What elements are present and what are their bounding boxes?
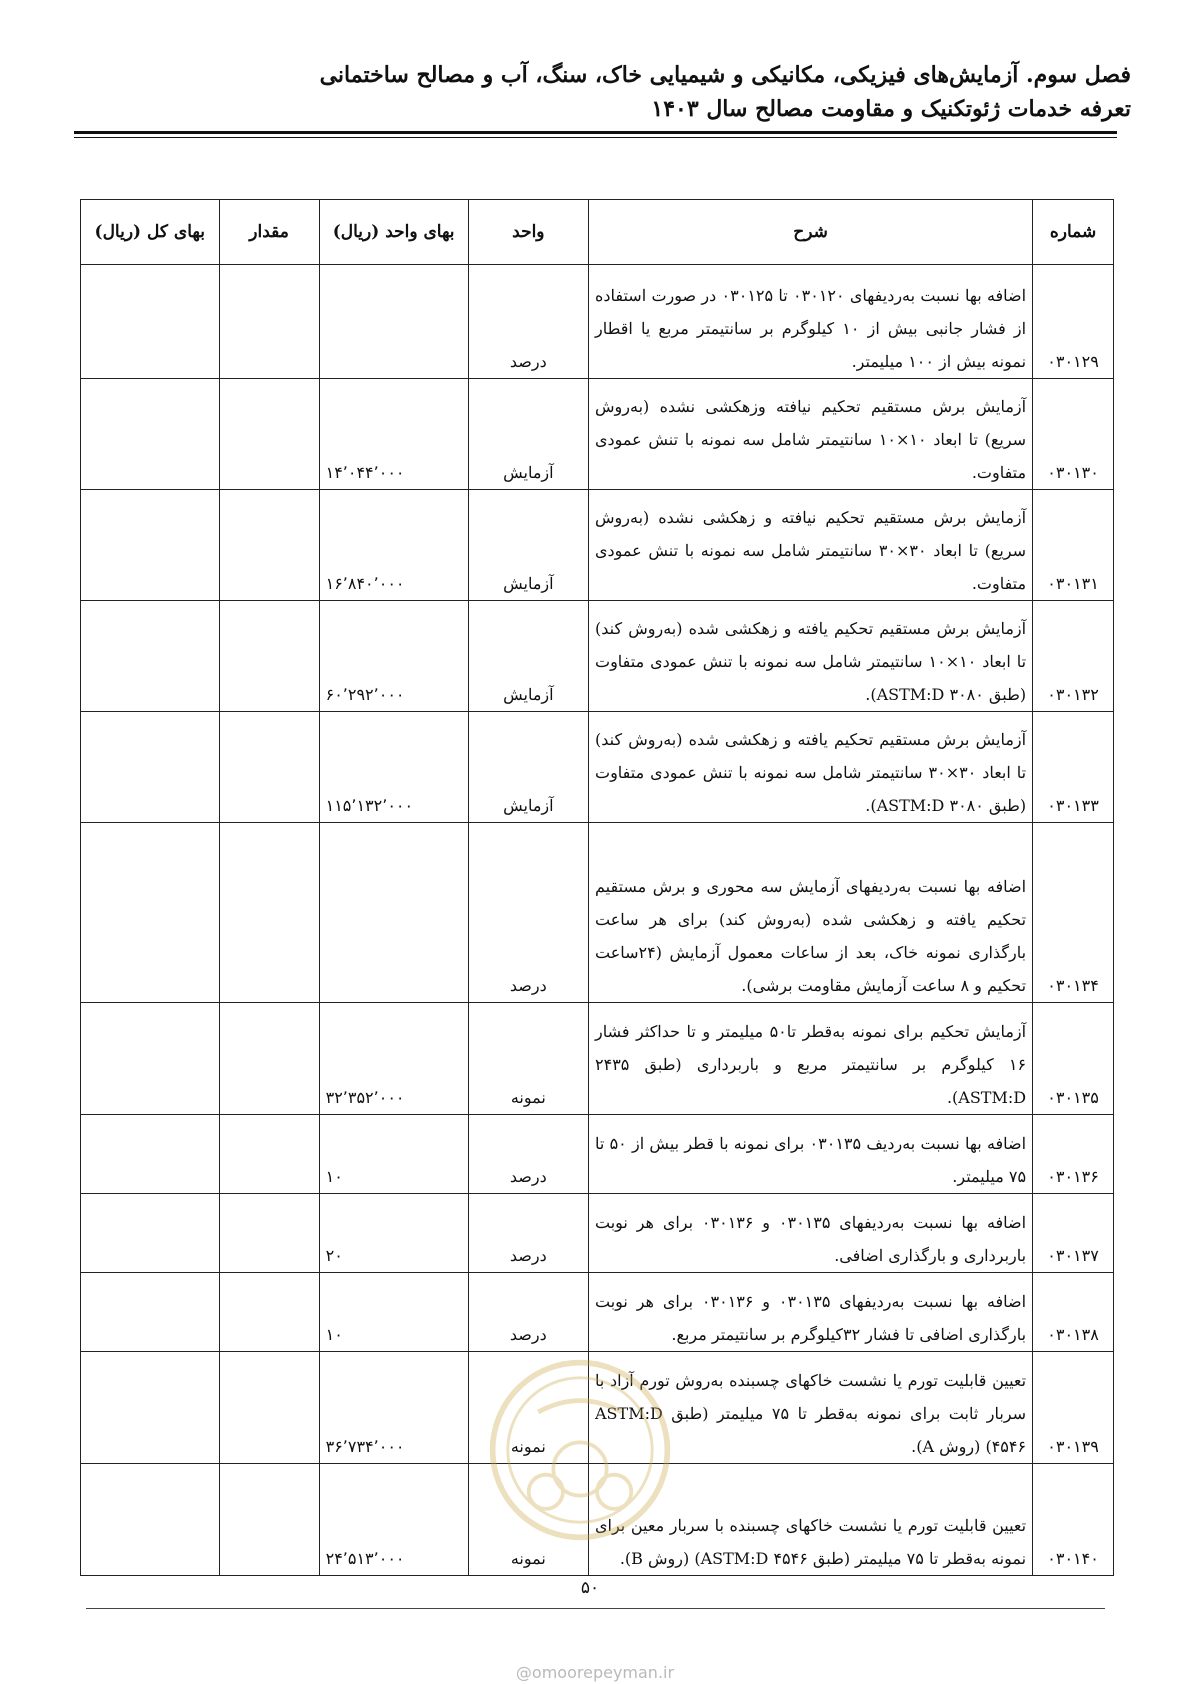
row-number: ۰۳۰۱۳۳ [1033,712,1114,823]
footer-rule [86,1608,1105,1609]
row-number: ۰۳۰۱۳۰ [1033,379,1114,490]
row-total-price [81,823,220,1003]
row-description: آزمایش برش مستقیم تحکیم یافته و زهکشی شده (به‌روش کند) تا ابعاد ۱۰×۱۰ سانتیمتر شامل سه نمونه با تنش عمودی متفاوت (طبق ASTM:D ۳۰۸۰). [589,601,1033,712]
row-unit-price: ۱۰ [319,1273,468,1352]
row-number: ۰۳۰۱۳۷ [1033,1194,1114,1273]
row-quantity [219,490,319,601]
row-unit-price [319,823,468,1003]
row-number: ۰۳۰۱۳۸ [1033,1273,1114,1352]
row-unit-price: ۱۱۵٬۱۳۲٬۰۰۰ [319,712,468,823]
row-quantity [219,265,319,379]
row-unit: درصد [468,265,588,379]
row-description: اضافه بها نسبت به‌ردیفهای ۰۳۰۱۲۰ تا ۰۳۰۱۲۵ در صورت استفاده از فشار جانبی بیش از ۱۰ کیلوگرم بر سانتیمتر مربع یا اقطار نمونه بیش از ۱۰۰ میلیمتر. [589,265,1033,379]
row-unit-price: ۱۶٬۸۴۰٬۰۰۰ [319,490,468,601]
watermark-seal-icon [485,1355,675,1545]
row-description: اضافه بها نسبت به‌ردیفهای ۰۳۰۱۳۵ و ۰۳۰۱۳۶ برای هر نوبت باربرداری و بارگذاری اضافی. [589,1194,1033,1273]
row-total-price [81,379,220,490]
table-row [81,1003,1114,1115]
row-unit: نمونه [468,1003,588,1115]
row-total-price [81,1273,220,1352]
row-unit: نمونه [468,1464,588,1576]
page-number: ۵۰ [580,1578,600,1598]
row-unit-price: ۳۲٬۳۵۲٬۰۰۰ [319,1003,468,1115]
table-row [81,601,1114,712]
row-quantity [219,1115,319,1194]
row-unit-price: ۶۰٬۲۹۲٬۰۰۰ [319,601,468,712]
row-total-price [81,1115,220,1194]
row-unit: آزمایش [468,490,588,601]
row-number: ۰۳۰۱۳۵ [1033,1003,1114,1115]
row-unit: درصد [468,1194,588,1273]
row-number: ۰۳۰۱۳۹ [1033,1352,1114,1464]
row-number: ۰۳۰۱۲۹ [1033,265,1114,379]
row-description: آزمایش برش مستقیم تحکیم یافته و زهکشی شده (به‌روش کند) تا ابعاد ۳۰×۳۰ سانتیمتر شامل سه نمونه با تنش عمودی متفاوت (طبق ASTM:D ۳۰۸۰). [589,712,1033,823]
row-total-price [81,490,220,601]
chapter-title: فصل سوم. آزمایش‌های فیزیکی، مکانیکی و شیمیایی خاک، سنگ، آب و مصالح ساختمانی [319,62,1131,88]
row-quantity [219,1273,319,1352]
row-number: ۰۳۰۱۳۱ [1033,490,1114,601]
row-unit-price: ۱۰ [319,1115,468,1194]
table-row [81,712,1114,823]
row-description: آزمایش برش مستقیم تحکیم نیافته وزهکشی نشده (به‌روش سریع) تا ابعاد ۱۰×۱۰ سانتیمتر شامل سه نمونه با تنش عمودی متفاوت. [589,379,1033,490]
row-description: آزمایش تحکیم برای نمونه به‌قطر تا۵۰ میلیمتر و تا حداکثر فشار ۱۶ کیلوگرم بر سانتیمتر مربع و باربرداری (طبق ۲۴۳۵ ASTM:D). [589,1003,1033,1115]
header-unit: واحد [468,200,588,265]
row-description: تعیین قابلیت تورم یا نشست خاکهای چسبنده با سربار معین برای نمونه به‌قطر تا ۷۵ میلیمتر (طبق ۴۵۴۶ ASTM:D) (روش B). [589,1464,1033,1576]
table-row [81,1194,1114,1273]
row-total-price [81,1194,220,1273]
row-unit-price: ۳۶٬۷۳۴٬۰۰۰ [319,1352,468,1464]
header-unit-price: بهای واحد (ریال) [319,200,468,265]
row-number: ۰۳۰۱۳۶ [1033,1115,1114,1194]
row-unit: نمونه [468,1352,588,1464]
row-unit-price [319,265,468,379]
row-unit: آزمایش [468,712,588,823]
row-quantity [219,712,319,823]
page-header [61,58,1131,126]
row-total-price [81,1464,220,1576]
watermark-site: @omoorepeyman.ir [515,1663,675,1682]
row-quantity [219,823,319,1003]
table-row [81,265,1114,379]
row-description: اضافه بها نسبت به‌ردیفهای ۰۳۰۱۳۵ و ۰۳۰۱۳۶ برای هر نوبت بارگذاری اضافی تا فشار ۳۲کیلوگرم بر سانتیمتر مربع. [589,1273,1033,1352]
row-quantity [219,1352,319,1464]
table-row [81,1115,1114,1194]
header-rule-thick [74,131,1117,134]
header-number: شماره [1033,200,1114,265]
row-unit-price: ۱۴٬۰۴۴٬۰۰۰ [319,379,468,490]
row-total-price [81,265,220,379]
tariff-title: تعرفه خدمات ژئوتکنیک و مقاومت مصالح سال ۱۴۰۳ [651,96,1131,122]
header-rule-thin [74,137,1117,138]
row-number: ۰۳۰۱۳۲ [1033,601,1114,712]
table-row [81,1273,1114,1352]
row-total-price [81,1352,220,1464]
row-description: اضافه بها نسبت به‌ردیف ۰۳۰۱۳۵ برای نمونه با قطر بیش از ۵۰ تا ۷۵ میلیمتر. [589,1115,1033,1194]
row-description: تعیین قابلیت تورم یا نشست خاکهای چسبنده به‌روش تورم آزاد با سربار ثابت برای نمونه به‌قطر تا ۷۵ میلیمتر (طبق ASTM:D ۴۵۴۶) (روش A). [589,1352,1033,1464]
table-row [81,490,1114,601]
row-unit: آزمایش [468,379,588,490]
table-row [81,823,1114,1003]
row-number: ۰۳۰۱۴۰ [1033,1464,1114,1576]
header-description: شرح [589,200,1033,265]
row-unit-price: ۲۰ [319,1194,468,1273]
header-total-price: بهای کل (ریال) [81,200,220,265]
row-description: اضافه بها نسبت به‌ردیفهای آزمایش سه محوری و برش مستقیم تحکیم یافته و زهکشی شده (به‌روش کند) برای هر ساعت بارگذاری نمونه خاک، بعد از ساعات معمول آزمایش (۲۴ساعت تحکیم و ۸ ساعت آزمایش مقاومت برشی). [589,823,1033,1003]
row-total-price [81,712,220,823]
row-unit-price: ۲۴٬۵۱۳٬۰۰۰ [319,1464,468,1576]
row-description: آزمایش برش مستقیم تحکیم نیافته و زهکشی نشده (به‌روش سریع) تا ابعاد ۳۰×۳۰ سانتیمتر شامل سه نمونه با تنش عمودی متفاوت. [589,490,1033,601]
row-unit: درصد [468,823,588,1003]
header-quantity: مقدار [219,200,319,265]
row-unit: درصد [468,1115,588,1194]
table-header-row [81,200,1114,265]
row-quantity [219,1194,319,1273]
row-number: ۰۳۰۱۳۴ [1033,823,1114,1003]
row-total-price [81,601,220,712]
table-row [81,379,1114,490]
row-unit: درصد [468,1273,588,1352]
row-unit: آزمایش [468,601,588,712]
row-quantity [219,1464,319,1576]
row-total-price [81,1003,220,1115]
row-quantity [219,1003,319,1115]
row-quantity [219,601,319,712]
row-quantity [219,379,319,490]
